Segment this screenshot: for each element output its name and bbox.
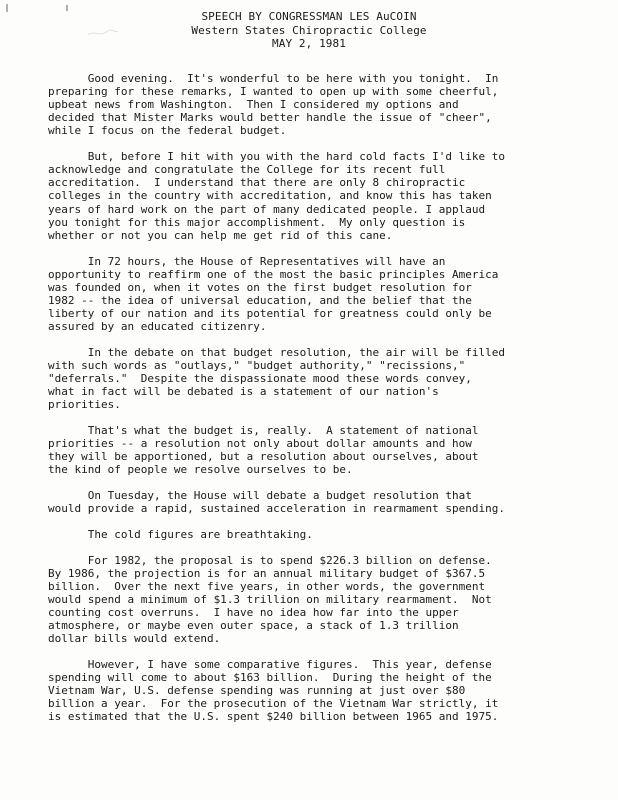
text-line: atmosphere, or maybe even outer space, a stack of 1.3 trillion bbox=[48, 619, 459, 633]
text-line: they will be apportioned, but a resolution about ourselves, about bbox=[48, 450, 479, 464]
text-line: is estimated that the U.S. spent $240 billion between 1965 and 1975. bbox=[48, 710, 499, 724]
paragraph-tuesday bbox=[48, 489, 588, 515]
text-line: years of hard work on the part of many dedicated people. I applaud bbox=[48, 202, 486, 216]
speech-header bbox=[0, 10, 618, 51]
paragraph-cold-figures bbox=[48, 528, 588, 541]
text-line: Good evening. It's wonderful to be here with you tonight. In bbox=[48, 72, 499, 85]
text-line: In the debate on that budget resolution, the air will be filled bbox=[48, 345, 505, 359]
text-line: Vietnam War, U.S. defense spending was running at just over $80 bbox=[48, 684, 466, 698]
text-line: billion a year. For the prosecution of the Vietnam War strictly, it bbox=[48, 697, 499, 711]
text-line: acknowledge and congratulate the College for its recent full bbox=[48, 163, 446, 177]
text-line: But, before I hit with you with the hard cold facts I'd like to bbox=[48, 150, 505, 164]
paragraph-defense-spending bbox=[48, 554, 588, 646]
paragraph-opening bbox=[48, 72, 588, 137]
text-line: accreditation. I understand that there are only 8 chiropractic bbox=[48, 176, 466, 190]
text-line: whether or not you can help me get rid of this cane. bbox=[48, 228, 393, 242]
text-line: what in fact will be debated is a statement of our nation's bbox=[48, 385, 439, 399]
text-line: would spend a minimum of $1.3 trillion on military rearmament. Not bbox=[48, 592, 492, 606]
paragraph-education bbox=[48, 255, 588, 334]
text-line: However, I have some comparative figures. This year, defense bbox=[48, 657, 492, 671]
text-line: In 72 hours, the House of Representatives will have an bbox=[48, 254, 446, 268]
header-venue: Western States Chiropractic College bbox=[191, 23, 427, 37]
text-line: was founded on, when it votes on the first budget resolution for bbox=[48, 280, 472, 294]
text-line: preparing for these remarks, I wanted to open up with some cheerful, bbox=[48, 85, 499, 99]
text-line: billion. Over the next five years, in other words, the government bbox=[48, 579, 486, 593]
header-title: SPEECH BY CONGRESSMAN LES AuCOIN bbox=[201, 10, 417, 23]
header-date: MAY 2, 1981 bbox=[272, 37, 346, 50]
paragraph-comparative-figures bbox=[48, 658, 588, 723]
text-line: assured by an educated citizenry. bbox=[48, 319, 267, 333]
text-line: counting cost overruns. I have no idea how far into the upper bbox=[48, 606, 459, 619]
text-line: On Tuesday, the House will debate a budget resolution that bbox=[48, 488, 472, 502]
paragraph-budget-debate bbox=[48, 346, 588, 411]
text-line: upbeat news from Washington. Then I considered my options and bbox=[48, 98, 459, 112]
text-line: decided that Mister Marks would better handle the issue of "cheer", bbox=[48, 111, 492, 125]
text-line: opportunity to reaffirm one of the most the basic principles America bbox=[48, 267, 499, 281]
text-line: while I focus on the federal budget. bbox=[48, 124, 287, 138]
text-line: priorities. bbox=[48, 398, 121, 412]
text-line: with such words as "outlays," "budget authority," "recissions," bbox=[48, 358, 466, 372]
text-line: 1982 -- the idea of universal education, and the belief that the bbox=[48, 293, 472, 307]
speech-body bbox=[48, 72, 588, 736]
text-line: By 1986, the projection is for an annual military budget of $367.5 bbox=[48, 566, 486, 580]
text-line: would provide a rapid, sustained acceleration in rearmament spending. bbox=[48, 502, 505, 516]
text-line: That's what the budget is, really. A statement of national bbox=[48, 423, 479, 437]
text-line: priorities -- a resolution not only about dollar amounts and how bbox=[48, 437, 472, 450]
paragraph-accreditation bbox=[48, 150, 588, 242]
text-line: spending will come to about $163 billion. During the height of the bbox=[48, 671, 492, 685]
paragraph-priorities bbox=[48, 424, 588, 476]
text-line: "deferrals." Despite the dispassionate mood these words convey, bbox=[48, 371, 472, 385]
text-line: dollar bills would extend. bbox=[48, 632, 221, 646]
text-line: the kind of people we resolve ourselves to be. bbox=[48, 463, 353, 477]
text-line: For 1982, the proposal is to spend $226.3 billion on defense. bbox=[48, 553, 492, 567]
text-line: colleges in the country with accreditation, and know this has taken bbox=[48, 189, 492, 203]
text-line: The cold figures are breathtaking. bbox=[48, 527, 313, 541]
text-line: you tonight for this major accomplishment. My only question is bbox=[48, 215, 466, 229]
text-line: liberty of our nation and its potential for greatness could only be bbox=[48, 306, 492, 320]
